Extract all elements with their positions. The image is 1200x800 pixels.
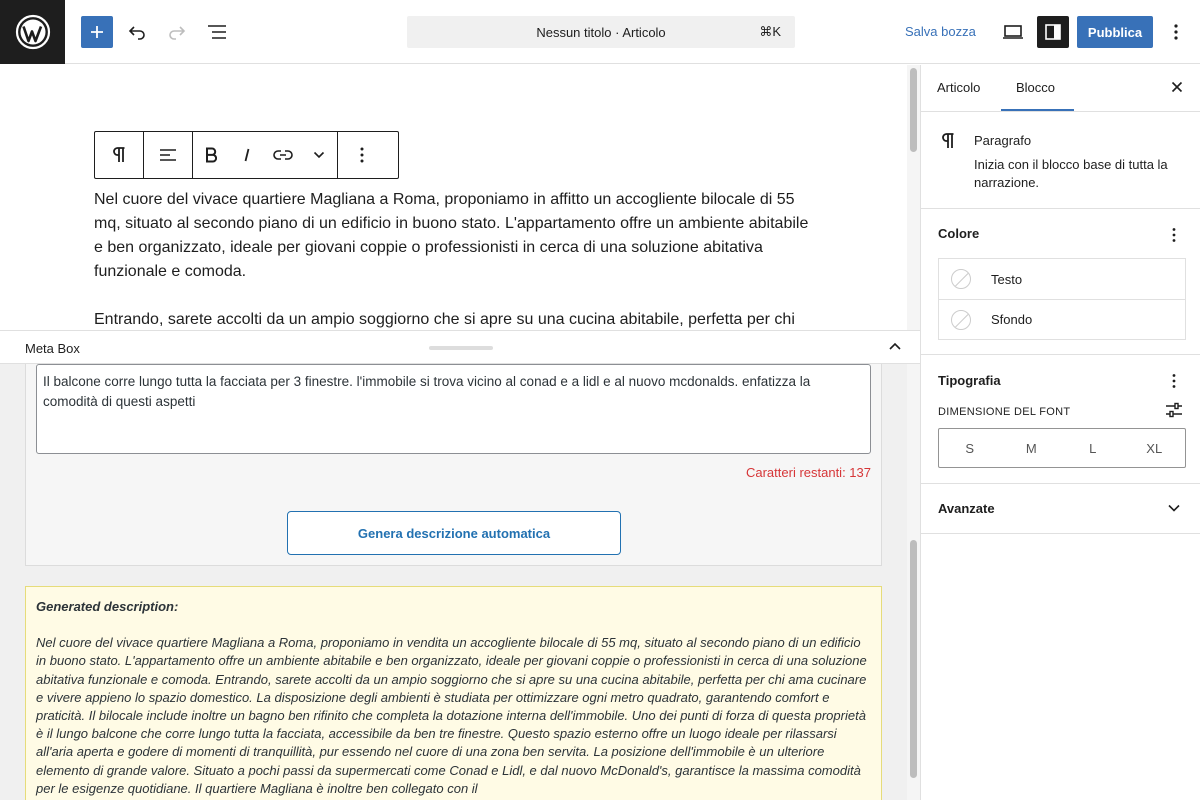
sidebar-tabs — [921, 65, 1200, 112]
generated-description-title: Generated description: — [36, 599, 179, 614]
font-size-s[interactable]: S — [965, 440, 975, 456]
block-toolbar — [94, 131, 399, 179]
color-item-label: Testo — [991, 271, 1023, 287]
settings-sliders-icon — [1165, 402, 1183, 418]
wordpress-logo[interactable] — [0, 0, 65, 64]
generated-description-box — [25, 586, 882, 800]
block-name: Paragrafo — [974, 133, 1032, 148]
desktop-preview-icon — [1002, 23, 1024, 41]
more-rich-text-button[interactable] — [301, 132, 337, 178]
link-icon — [273, 149, 293, 161]
pilcrow-icon — [941, 132, 955, 150]
tab-blocco[interactable]: Blocco — [1016, 80, 1056, 95]
chevron-down-icon — [1167, 501, 1181, 515]
save-draft-button[interactable]: Salva bozza — [905, 24, 976, 39]
kebab-menu-icon — [1171, 227, 1177, 243]
document-overview-button[interactable] — [201, 16, 233, 48]
publish-button[interactable]: Pubblica — [1077, 16, 1153, 48]
editor-canvas[interactable] — [0, 65, 920, 330]
list-view-icon — [206, 22, 228, 42]
options-menu-button[interactable] — [1160, 16, 1192, 48]
active-tab-indicator — [1001, 109, 1074, 111]
close-icon — [1169, 79, 1185, 95]
italic-icon — [242, 147, 252, 163]
tab-articolo[interactable]: Articolo — [937, 80, 981, 95]
plus-icon — [89, 24, 105, 40]
font-size-picker — [938, 428, 1186, 468]
empty-swatch-icon — [951, 269, 971, 289]
typography-options-button[interactable] — [1171, 373, 1177, 390]
top-toolbar — [0, 0, 1200, 64]
bold-icon — [205, 147, 217, 163]
font-size-custom-button[interactable] — [1165, 402, 1183, 423]
color-heading: Colore — [938, 226, 980, 241]
advanced-heading[interactable]: Avanzate — [938, 501, 995, 516]
generate-description-button[interactable]: Genera descrizione automatica — [287, 511, 621, 555]
collapse-meta-box-button[interactable] — [887, 339, 903, 360]
remaining-characters: Caratteri restanti: 137 — [745, 465, 871, 480]
font-size-l[interactable]: L — [1089, 440, 1097, 456]
block-description: Inizia con il blocco base di tutta la narrazione. — [974, 157, 1168, 190]
generated-description-text: Nel cuore del vivace quartiere Magliana a Roma, proponiamo in vendita un accogliente bilocale di 55 mq, situato al secondo piano di un edificio in buono stato. L'appartamento offre un ambiente abitabile e ben organizzato, ideale per giovani coppie o professionisti in cerca di una soluzione abitativa funzionale e comoda. Entrando, sarete accolti da un ampio soggiorno che si apre su una cucina abitabile, perfetta per chi ama cucinare e vivere appieno lo spazio domestico. La disposizione degli ambienti è studiata per ottimizzare ogni metro quadrato, garantendo comfort e praticità. Il bilocale include inoltre un bagno ben rifinito che completa la dotazione interna dell'immobile. Uno dei punti di forza di questa proprietà è il lungo balcone che corre lungo tutta la facciata, accessibile da ben tre finestre. Questo spazio esterno offre un luogo ideale per rilassarsi all'aria aperta e godere di momenti di tranquillità, pur essendo nel cuore di una zona ben servita. La posizione dell'immobile è un ulteriore elemento di grande valore. Situato a pochi passi da supermercati come Conad e Lidl, e dal nuovo McDonald's, garantisce la massima comodità per le esigenze quotidiane. Il quartiere Magliana è inoltre ben collegato con il — [36, 635, 867, 796]
sidebar-icon — [1044, 23, 1062, 41]
chevron-down-icon — [313, 151, 325, 159]
close-sidebar-button[interactable] — [1169, 79, 1185, 100]
settings-sidebar — [920, 65, 1200, 800]
color-item-label: Sfondo — [991, 312, 1033, 327]
font-size-xl[interactable]: XL — [1146, 440, 1163, 456]
editor-scrollbar-thumb[interactable] — [910, 68, 917, 152]
meta-box-header[interactable] — [0, 330, 920, 364]
meta-box-title: Meta Box — [25, 341, 80, 356]
metabox-scrollbar-thumb[interactable] — [910, 540, 917, 778]
settings-sidebar-toggle[interactable] — [1037, 16, 1069, 48]
preview-button[interactable] — [997, 16, 1029, 48]
block-options-button[interactable] — [338, 132, 386, 178]
font-size-m[interactable]: M — [1025, 440, 1037, 456]
undo-icon — [127, 22, 147, 42]
align-left-icon — [159, 147, 177, 163]
add-block-button[interactable] — [81, 16, 113, 48]
pilcrow-icon — [112, 146, 126, 164]
paragraph-block[interactable]: Nel cuore del vivace quartiere Magliana a Roma, proponiamo in affitto un accogliente bilocale di 55 mq, situato al secondo piano di un edificio in buono stato. L'appartamento offre un ambiente abitabile e ben organizzato, ideale per giovani coppie o professionisti in cerca di una soluzione abitativa funzionale e comoda. — [94, 191, 809, 280]
italic-button[interactable] — [229, 132, 265, 178]
link-button[interactable] — [265, 132, 301, 178]
color-list — [938, 258, 1186, 340]
color-options-button[interactable] — [1171, 227, 1177, 244]
kebab-menu-icon — [1171, 373, 1177, 389]
redo-icon — [167, 22, 187, 42]
undo-button[interactable] — [121, 16, 153, 48]
wordpress-icon — [15, 14, 51, 50]
document-title: Nessun titolo · Articolo — [536, 24, 666, 40]
command-shortcut: ⌘K — [759, 24, 781, 39]
post-content[interactable] — [94, 188, 814, 330]
typography-heading: Tipografia — [938, 373, 1001, 388]
empty-swatch-icon — [951, 310, 971, 330]
color-item-testo[interactable] — [939, 259, 1185, 299]
command-palette-bar[interactable] — [407, 16, 795, 48]
paragraph-block[interactable]: Entrando, sarete accolti da un ampio soggiorno che si apre su una cucina abitabile, perfetta per chi — [94, 311, 795, 328]
align-button[interactable] — [144, 132, 192, 178]
kebab-menu-icon — [359, 146, 365, 164]
bold-button[interactable] — [193, 132, 229, 178]
font-size-label: DIMENSIONE DEL FONT — [938, 406, 1071, 418]
chevron-up-icon — [887, 339, 903, 355]
kebab-menu-icon — [1173, 22, 1179, 42]
advanced-toggle[interactable] — [1167, 501, 1181, 520]
notes-textarea[interactable]: Il balcone corre lungo tutta la facciata per 3 finestre. l'immobile si trova vicino al conad e a lidl e al nuovo mcdonalds. enfatizza la comodità di questi aspetti — [36, 364, 871, 454]
color-item-sfondo[interactable] — [939, 299, 1185, 339]
resize-handle[interactable] — [429, 346, 493, 350]
paragraph-block-switcher[interactable] — [95, 132, 143, 178]
redo-button[interactable] — [161, 16, 193, 48]
